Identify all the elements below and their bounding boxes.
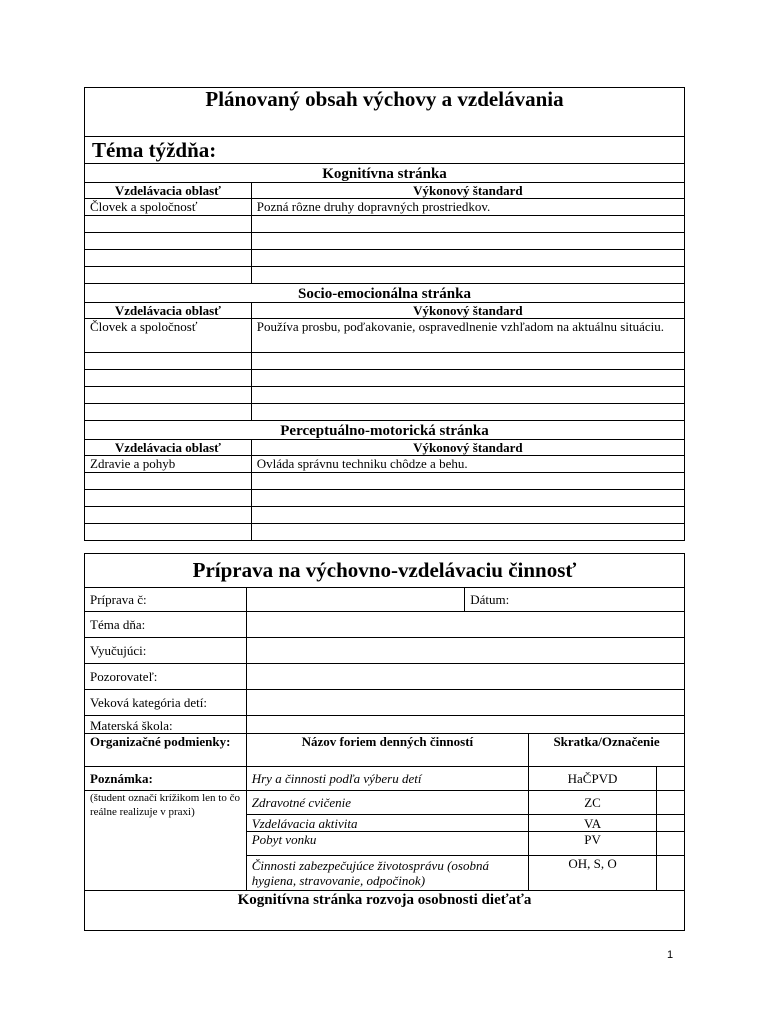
kindergarten-label: Materská škola: — [85, 716, 247, 734]
preparation-table — [84, 553, 685, 931]
empty-cell — [251, 216, 684, 233]
activity-code: PV — [529, 832, 657, 856]
column-header-standard: Výkonový štandard — [251, 183, 684, 199]
document-title: Plánovaný obsah výchovy a vzdelávania — [85, 88, 685, 137]
empty-cell — [251, 267, 684, 284]
empty-cell — [85, 507, 252, 524]
empty-cell — [85, 267, 252, 284]
area-cell: Človek a spoločnosť — [85, 319, 252, 353]
preparation-number-field[interactable] — [246, 588, 465, 612]
empty-cell — [85, 216, 252, 233]
age-category-label: Veková kategória detí: — [85, 690, 247, 716]
section-heading-cognitive: Kognitívna stránka — [85, 164, 685, 183]
area-cell: Človek a spoločnosť — [85, 199, 252, 216]
empty-cell — [251, 524, 684, 541]
activity-name: Vzdelávacia aktivita — [246, 815, 528, 832]
empty-cell — [85, 353, 252, 370]
column-header-standard: Výkonový štandard — [251, 440, 684, 456]
column-header-area: Vzdelávacia oblasť — [85, 440, 252, 456]
activity-checkbox[interactable] — [656, 856, 684, 891]
page-number: 1 — [667, 949, 674, 961]
empty-cell — [251, 233, 684, 250]
empty-cell — [251, 490, 684, 507]
organizational-conditions-label: Organizačné podmienky: — [85, 734, 247, 767]
column-header-area: Vzdelávacia oblasť — [85, 183, 252, 199]
observer-field[interactable] — [246, 664, 684, 690]
standard-cell: Ovláda správnu techniku chôdze a behu. — [251, 456, 684, 473]
activity-name: Pobyt vonku — [246, 832, 528, 856]
teacher-label: Vyučujúci: — [85, 638, 247, 664]
activity-code: OH, S, O — [529, 856, 657, 891]
activity-name: Činnosti zabezpečujúce životosprávu (osobná hygiena, stravovanie, odpočinok) — [246, 856, 528, 891]
empty-cell — [85, 387, 252, 404]
empty-cell — [85, 473, 252, 490]
empty-cell — [85, 370, 252, 387]
activity-checkbox[interactable] — [656, 791, 684, 815]
empty-cell — [251, 387, 684, 404]
day-theme-label: Téma dňa: — [85, 612, 247, 638]
section-heading-perceptual-motor: Perceptuálno-motorická stránka — [85, 421, 685, 440]
activity-code: ZC — [529, 791, 657, 815]
kindergarten-field[interactable] — [246, 716, 684, 734]
empty-cell — [85, 490, 252, 507]
age-category-field[interactable] — [246, 690, 684, 716]
empty-cell — [251, 353, 684, 370]
note-label: Poznámka: — [85, 767, 247, 791]
empty-cell — [251, 250, 684, 267]
activity-code: HaČPVD — [529, 767, 657, 791]
section-heading-socio-emotional: Socio-emocionálna stránka — [85, 284, 685, 303]
empty-cell — [251, 507, 684, 524]
date-label[interactable]: Dátum: — [465, 588, 685, 612]
teacher-field[interactable] — [246, 638, 684, 664]
activity-code: VA — [529, 815, 657, 832]
note-text: (študent označí krížikom len to čo reálne realizuje v praxi) — [85, 791, 247, 891]
column-header-standard: Výkonový štandard — [251, 303, 684, 319]
standard-cell: Pozná rôzne druhy dopravných prostriedkov. — [251, 199, 684, 216]
empty-cell — [85, 233, 252, 250]
planned-content-table — [84, 87, 685, 541]
empty-cell — [251, 473, 684, 490]
activity-checkbox[interactable] — [656, 832, 684, 856]
empty-cell — [85, 404, 252, 421]
preparation-heading: Príprava na výchovno-vzdelávaciu činnosť — [85, 554, 685, 588]
cognitive-development-heading: Kognitívna stránka rozvoja osobnosti dieťaťa — [85, 891, 685, 931]
activity-name: Hry a činnosti podľa výberu detí — [246, 767, 528, 791]
empty-cell — [251, 404, 684, 421]
empty-cell — [85, 524, 252, 541]
observer-label: Pozorovateľ: — [85, 664, 247, 690]
day-theme-field[interactable] — [246, 612, 684, 638]
activity-checkbox[interactable] — [656, 767, 684, 791]
standard-cell: Používa prosbu, poďakovanie, ospravedlnenie vzhľadom na aktuálnu situáciu. — [251, 319, 684, 353]
area-cell: Zdravie a pohyb — [85, 456, 252, 473]
activity-checkbox[interactable] — [656, 815, 684, 832]
week-theme-label: Téma týždňa: — [85, 137, 685, 164]
preparation-number-label: Príprava č: — [85, 588, 247, 612]
activity-name: Zdravotné cvičenie — [246, 791, 528, 815]
empty-cell — [85, 250, 252, 267]
column-header-area: Vzdelávacia oblasť — [85, 303, 252, 319]
abbreviation-header: Skratka/Označenie — [529, 734, 685, 767]
empty-cell — [251, 370, 684, 387]
activity-forms-header: Názov foriem denných činností — [246, 734, 528, 767]
